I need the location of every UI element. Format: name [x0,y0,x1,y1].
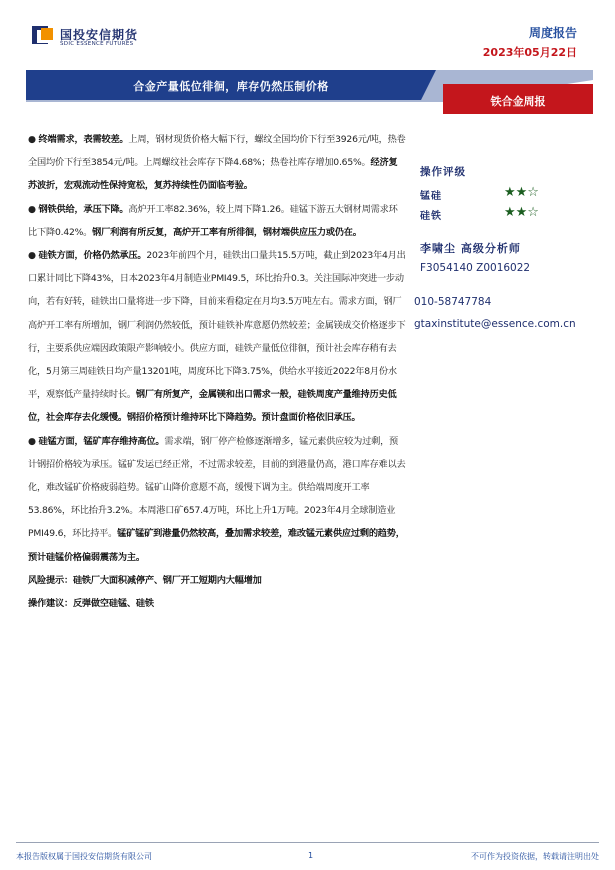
report-title: 合金产量低位徘徊，库存仍然压制价格 [133,80,329,93]
paragraph-heading: 硅铁方面，价格仍然承压。 [38,250,147,262]
footer-divider [16,842,599,843]
rating-name: 锰硅 [420,191,442,202]
paragraph-conclusion: 经济复苏波折，宏观流动性保持宽松，复苏持续性仍面临考验。 [28,157,398,192]
report-body [28,128,406,615]
report-type: 周度报告 [528,26,577,40]
advice-label: 操作建议： [28,598,73,610]
logo-text-cn: 国投安信期货 [60,28,139,42]
advice-text: 反弹做空硅锰、硅铁 [72,598,154,610]
paragraph-text: 2023年前四个月，硅铁出口量共15.5万吨，截止到2023年4月出口累计同比下降43%，日本2023年4月制造业PMI49.5，环比抬升0.3。关注国际冲突进一步动向，若有好转，硅铁出口量将进一步下降，目前来看稳定在月均3.5万吨左右。需求方面，钢厂高炉开工率有所增加，钢厂利润仍然较低，预计硅铁补库意愿仍然较差；金属镁成交价格逐步下行，主要系供应端因政策限产影响较小。供应方面，硅铁产量低位徘徊，预计社会库存稍有去化，5月第三周硅铁日均产量13201吨，周度环比下降3.75%，供给水平接近2022年8月份水平，观察低产量持续时长。 [28,250,406,401]
advice-note [28,592,406,615]
risk-text: 硅铁厂大面积减停产、钢厂开工短期内大幅增加 [72,574,262,586]
rating-name: 硅铁 [420,211,442,222]
contact-email[interactable]: gtaxinstitute@essence.com.cn [414,318,576,330]
contact-phone: 010-58747784 [414,296,492,308]
paragraph-heading: 硅锰方面，锰矿库存维持高位。 [38,435,165,447]
paragraph-conclusion: 钢厂有所复产，金属镁和出口需求一般，硅铁周度产量维持历史低位，社会库存去化缓慢。钢招价格预计维持环比下降趋势。预计盘面价格依旧承压。 [28,389,397,424]
star-rating-icon: ★★☆ [504,205,539,220]
company-logo [32,24,212,54]
analyst-codes: F3054140 Z0016022 [420,262,531,274]
star-rating-icon: ★★☆ [504,185,539,200]
risk-label: 风险提示： [28,574,73,586]
report-tag-label: 铁合金周报 [490,95,546,108]
page-number: 1 [308,851,314,860]
rating-row-fe-si [420,207,600,227]
paragraph-conclusion: 钢厂利润有所反复，高炉开工率有所徘徊，钢材端供应压力或仍在。 [92,226,362,238]
footer-copyright: 本报告版权属于国投安信期货有限公司 [16,852,152,861]
paragraph-supply: ● 钢铁供给，承压下降。高炉开工率82.36%，较上周下降1.26。硅锰下游五大钢材周需求环比下降0.42%。钢厂利润有所反复，高炉开工率有所徘徊，钢材端供应压力或仍在。 [28,203,398,238]
paragraph-demand: ● 终端需求，表需较差。上周，钢材现货价格大幅下行，螺纹全国均价下行至3926元/吨，热卷全国均价下行至3854元/吨。上周螺纹社会库存下降4.68%；热卷社库存增加0.65%。经济复苏波折，宏观流动性保持宽松，复苏持续性仍面临考验。 [28,134,406,192]
paragraph-text: 上周，钢材现货价格大幅下行，螺纹全国均价下行至3926元/吨，热卷全国均价下行至3854元/吨。上周螺纹社会库存下降4.68%；热卷社库存增加0.65%。 [28,134,406,169]
paragraph-heading: 终端需求，表需较差。 [38,134,129,145]
paragraph-silicomanganese: ● 硅锰方面，锰矿库存维持高位。需求端，钢厂停产检修逐渐增多，锰元素供应较为过剩，预计钢招价格较为承压。锰矿发运已经正常，不过需求较差，目前的到港量仍高，港口库存难以去化，难改锰矿价格疲弱趋势。锰矿山降价意愿不高，缓慢下调为主。供给端周度开工率53.86%，环比抬升3.2%。本周港口矿657.4万吨，环比上升1万吨。2023年4月全球制造业PMI49.6，环比持平。锰矿锰矿到港量仍然较高，叠加需求较差，难改锰元素供应过剩的趋势，预计硅锰价格偏弱震荡为主。 [28,435,406,563]
paragraph-heading: 钢铁供给，承压下降。 [38,203,129,215]
paragraph-ferrosilicon: ● 硅铁方面，价格仍然承压。2023年前四个月，硅铁出口量共15.5万吨，截止到2023年4月出口累计同比下降43%，日本2023年4月制造业PMI49.5，环比抬升0.3。关注国际冲突进一步动向，若有好转，硅铁出口量将进一步下降，目前来看稳定在月均3.5万吨左右。需求方面，钢厂高炉开工率有所增加，钢厂利润仍然较低，预计硅铁补库意愿仍然较差；金属镁成交价格逐步下行，主要系供应端因政策限产影响较小。供应方面，硅铁产量低位徘徊，预计社会库存稍有去化，5月第三周硅铁日均产量13201吨，周度环比下降3.75%，供给水平接近2022年8月份水平，观察低产量持续时长。钢厂有所复产，金属镁和出口需求一般，硅铁周度产量维持历史低位，社会库存去化缓慢。钢招价格预计维持环比下降趋势。预计盘面价格依旧承压。 [28,250,406,424]
rating-title: 操作评级 [420,166,466,178]
report-tag [443,84,593,114]
logo-mark-icon [32,24,54,46]
logo-text-en: SDIC ESSENCE FUTURES [60,41,134,47]
rating-row-mn-si [420,187,600,207]
report-date: 2023年05月22日 [482,46,577,59]
rating-panel [420,164,600,227]
footer-disclaimer: 不可作为投资依据，转载请注明出处 [471,852,599,861]
analyst-name: 李啸尘 高级分析师 [420,242,521,255]
paragraph-text: 需求端，钢厂停产检修逐渐增多，锰元素供应较为过剩，预计钢招价格较为承压。锰矿发运已经正常，不过需求较差，目前的到港量仍高，港口库存难以去化，难改锰矿价格疲弱趋势。锰矿山降价意愿不高，缓慢下调为主。供给端周度开工率53.86%，环比抬升3.2%。本周港口矿657.4万吨，环比上升1万吨。2023年4月全球制造业PMI49.6，环比持平。 [28,435,406,540]
paragraph-text: 高炉开工率82.36%，较上周下降1.26。硅锰下游五大钢材周需求环比下降0.42%。 [28,203,398,238]
risk-note [28,569,406,592]
paragraph-conclusion: 锰矿锰矿到港量仍然较高，叠加需求较差，难改锰元素供应过剩的趋势，预计硅锰价格偏弱震荡为主。 [28,528,405,563]
